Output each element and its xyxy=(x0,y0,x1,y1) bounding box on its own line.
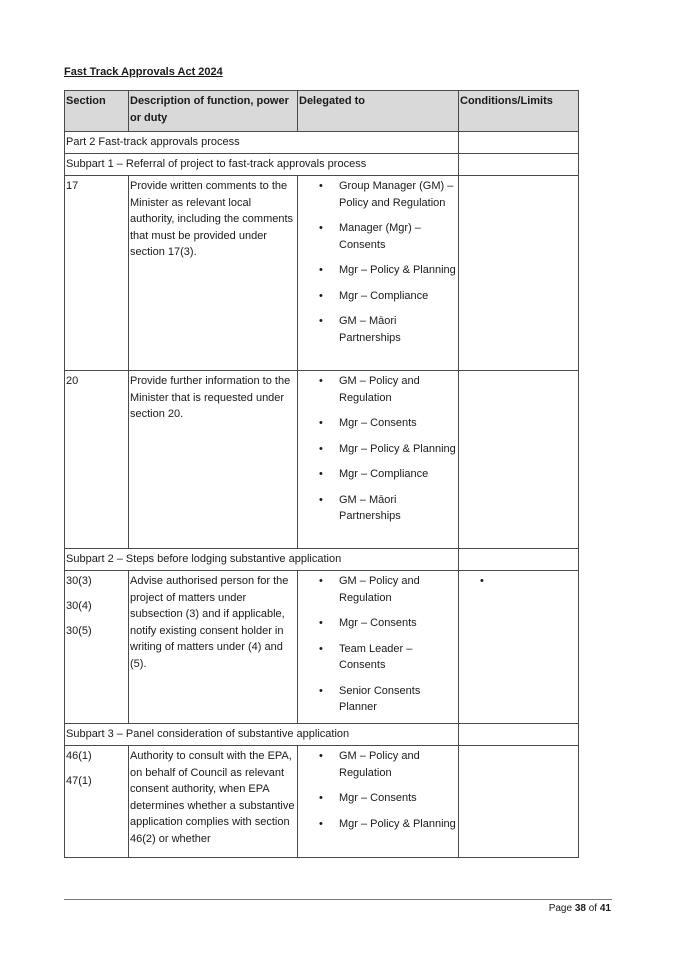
subpart-row xyxy=(65,154,579,176)
conditions-cell xyxy=(459,571,579,724)
header-delegated-to: Delegated to xyxy=(298,91,459,132)
description-cell: Authority to consult with the EPA, on behalf of Council as relevant consent authority, when EPA determines whether a substantive application complies with section 46(2) or whether xyxy=(129,746,298,858)
current-page: 38 xyxy=(574,903,586,914)
delegate-item: • Mgr – Policy & Planning xyxy=(299,262,457,279)
subpart-row xyxy=(65,724,579,746)
subpart-title: Subpart 1 – Referral of project to fast-track approvals process xyxy=(65,154,459,176)
delegated-cell xyxy=(298,746,459,858)
delegate-item: • Group Manager (GM) – Policy and Regulation xyxy=(319,180,454,209)
delegate-item: • Mgr – Policy & Planning xyxy=(299,441,457,458)
bullet-icon: • xyxy=(319,442,323,455)
description-cell: Provide written comments to the Minister as relevant local authority, including the comments that must be provided under section 17(3). xyxy=(129,176,298,371)
delegate-item: • GM – Māori Partnerships xyxy=(319,493,401,522)
delegate-item: • Mgr – Consents xyxy=(299,615,457,632)
delegated-cell xyxy=(298,176,459,371)
header-description: Description of function, power or duty xyxy=(129,91,298,132)
table-row xyxy=(65,176,579,371)
delegate-item: • Mgr – Policy & Planning xyxy=(299,816,457,833)
total-pages: 41 xyxy=(599,903,611,914)
page-number: Page 38 of 41 xyxy=(548,903,611,914)
section-number: 20 xyxy=(66,375,79,387)
description-cell: Advise authorised person for the project of matters under subsection (3) and if applicable, notify existing consent holder in writing of matters under (4) and (5). xyxy=(129,571,298,724)
bullet-icon: • xyxy=(319,468,323,480)
section-number: 47(1) xyxy=(66,775,92,787)
footer-divider xyxy=(64,899,612,900)
delegate-item: • GM – Māori Partnerships xyxy=(319,315,401,344)
bullet-icon: • xyxy=(319,575,323,587)
delegate-item: • GM – Policy and Regulation xyxy=(319,375,420,404)
subpart-title: Subpart 2 – Steps before lodging substantive application xyxy=(65,549,459,571)
conditions-cell xyxy=(459,371,579,549)
delegate-item: • Team Leader – Consents xyxy=(319,642,413,671)
delegate-item: • Mgr – Consents xyxy=(299,415,457,432)
bullet-icon: • xyxy=(319,289,323,302)
bullet-icon: • xyxy=(480,575,484,587)
delegate-item: • GM – Policy and Regulation xyxy=(319,750,420,779)
section-cell xyxy=(65,571,129,724)
subpart-row xyxy=(65,549,579,571)
delegate-item: • Manager (Mgr) – Consents xyxy=(319,222,421,251)
bullet-icon: • xyxy=(319,180,323,192)
bullet-icon: • xyxy=(319,264,323,276)
bullet-icon: • xyxy=(319,315,323,327)
part-title: Part 2 Fast-track approvals process xyxy=(65,132,459,154)
delegate-item: • Mgr – Compliance xyxy=(299,466,457,483)
section-cell xyxy=(65,371,129,549)
delegations-table xyxy=(64,90,579,858)
section-number: 17 xyxy=(66,180,79,192)
delegated-cell xyxy=(298,371,459,549)
table-row xyxy=(65,746,579,858)
header-conditions: Conditions/Limits xyxy=(459,91,579,132)
section-number: 46(1) xyxy=(66,750,92,762)
section-number: 30(3) xyxy=(66,575,92,587)
table-row xyxy=(65,371,579,549)
delegate-item: • GM – Policy and Regulation xyxy=(319,575,420,604)
part-row xyxy=(65,132,579,154)
section-number: 30(4) xyxy=(66,600,92,612)
table-header-row xyxy=(65,91,579,132)
bullet-icon: • xyxy=(319,750,323,762)
delegated-cell xyxy=(298,571,459,724)
bullet-icon: • xyxy=(319,493,323,506)
subpart-title: Subpart 3 – Panel consideration of substantive application xyxy=(65,724,459,746)
bullet-icon: • xyxy=(319,222,323,234)
bullet-icon: • xyxy=(319,642,323,655)
section-number: 30(5) xyxy=(66,625,92,637)
bullet-icon: • xyxy=(319,617,323,629)
bullet-icon: • xyxy=(319,375,323,387)
header-section: Section xyxy=(65,91,129,132)
section-cell xyxy=(65,176,129,371)
document-heading: Fast Track Approvals Act 2024 xyxy=(64,66,223,78)
conditions-cell xyxy=(459,176,579,371)
delegate-item: • Mgr – Consents xyxy=(299,790,457,807)
bullet-icon: • xyxy=(319,817,323,830)
bullet-icon: • xyxy=(319,684,323,697)
section-cell xyxy=(65,746,129,858)
description-cell: Provide further information to the Minister that is requested under section 20. xyxy=(129,371,298,549)
delegate-item: • Senior Consents Planner xyxy=(319,684,421,713)
delegate-item: • Mgr – Compliance xyxy=(299,288,457,305)
bullet-icon: • xyxy=(319,417,323,429)
bullet-icon: • xyxy=(319,792,323,804)
table-row xyxy=(65,571,579,724)
conditions-cell xyxy=(459,746,579,858)
